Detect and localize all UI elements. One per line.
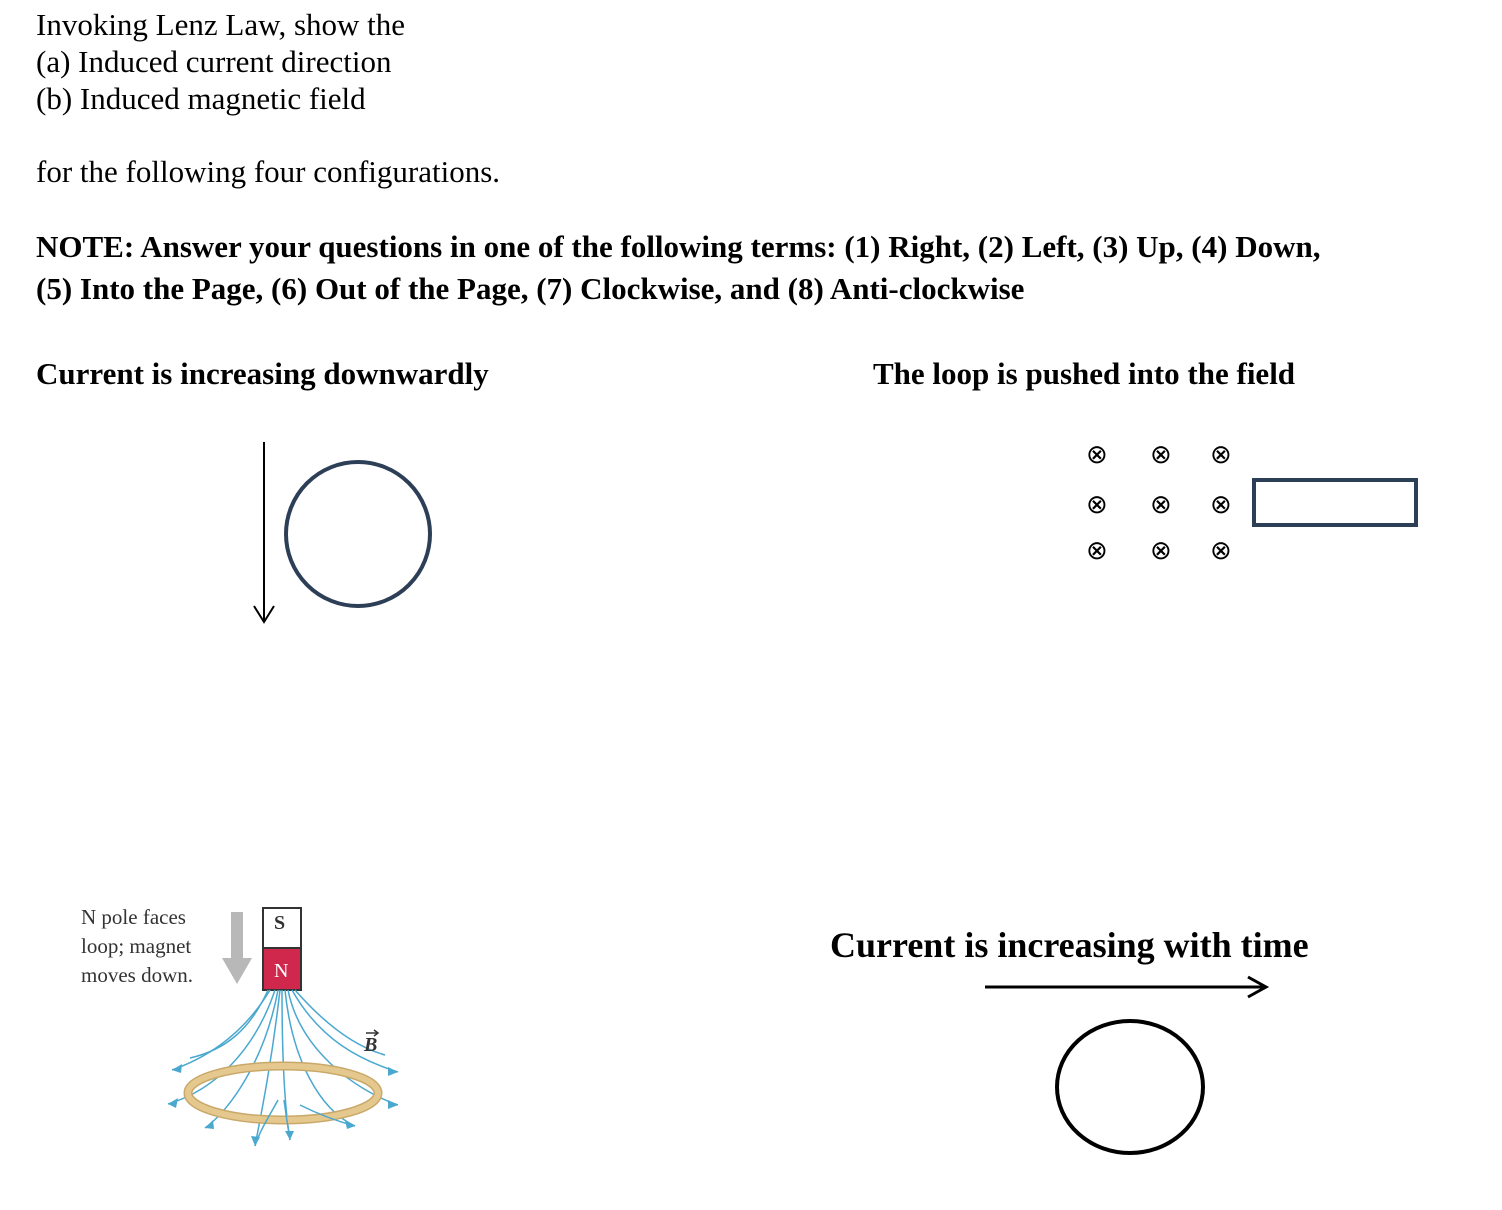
config4-loop	[1057, 1021, 1203, 1153]
field-cross: ⊗	[1210, 440, 1232, 470]
field-cross: ⊗	[1210, 536, 1232, 566]
field-cross: ⊗	[1150, 440, 1172, 470]
config1-title: Current is increasing downwardly	[36, 356, 489, 391]
field-cross: ⊗	[1086, 490, 1108, 520]
config2-title: The loop is pushed into the field	[873, 356, 1296, 391]
intro-line-1: Invoking Lenz Law, show the	[36, 7, 406, 42]
intro-line-3: (b) Induced magnetic field	[36, 81, 366, 116]
intro-line-4: for the following four configurations.	[36, 154, 501, 189]
field-cross: ⊗	[1086, 536, 1108, 566]
field-cross: ⊗	[1150, 536, 1172, 566]
magnet-caption-line-3: moves down.	[81, 963, 193, 987]
magnet-caption-line-2: loop; magnet	[81, 934, 192, 958]
config4-title: Current is increasing with time	[830, 925, 1309, 965]
magnet-north-label: N	[274, 960, 289, 982]
note-line-2: (5) Into the Page, (6) Out of the Page, (7) Clockwise, and (8) Anti-clockwise	[36, 271, 1025, 306]
field-cross: ⊗	[1210, 490, 1232, 520]
field-b-label: B	[364, 1034, 378, 1056]
magnet-south-label: S	[274, 912, 286, 934]
note-line-1: NOTE: Answer your questions in one of the following terms: (1) Right, (2) Left, (3) Up, (4) Down,	[36, 229, 1321, 264]
field-cross: ⊗	[1086, 440, 1108, 470]
magnet-caption-line-1: N pole faces	[81, 905, 186, 929]
intro-line-2: (a) Induced current direction	[36, 44, 392, 79]
field-cross: ⊗	[1150, 490, 1172, 520]
rightward-current-arrow	[985, 977, 1266, 997]
